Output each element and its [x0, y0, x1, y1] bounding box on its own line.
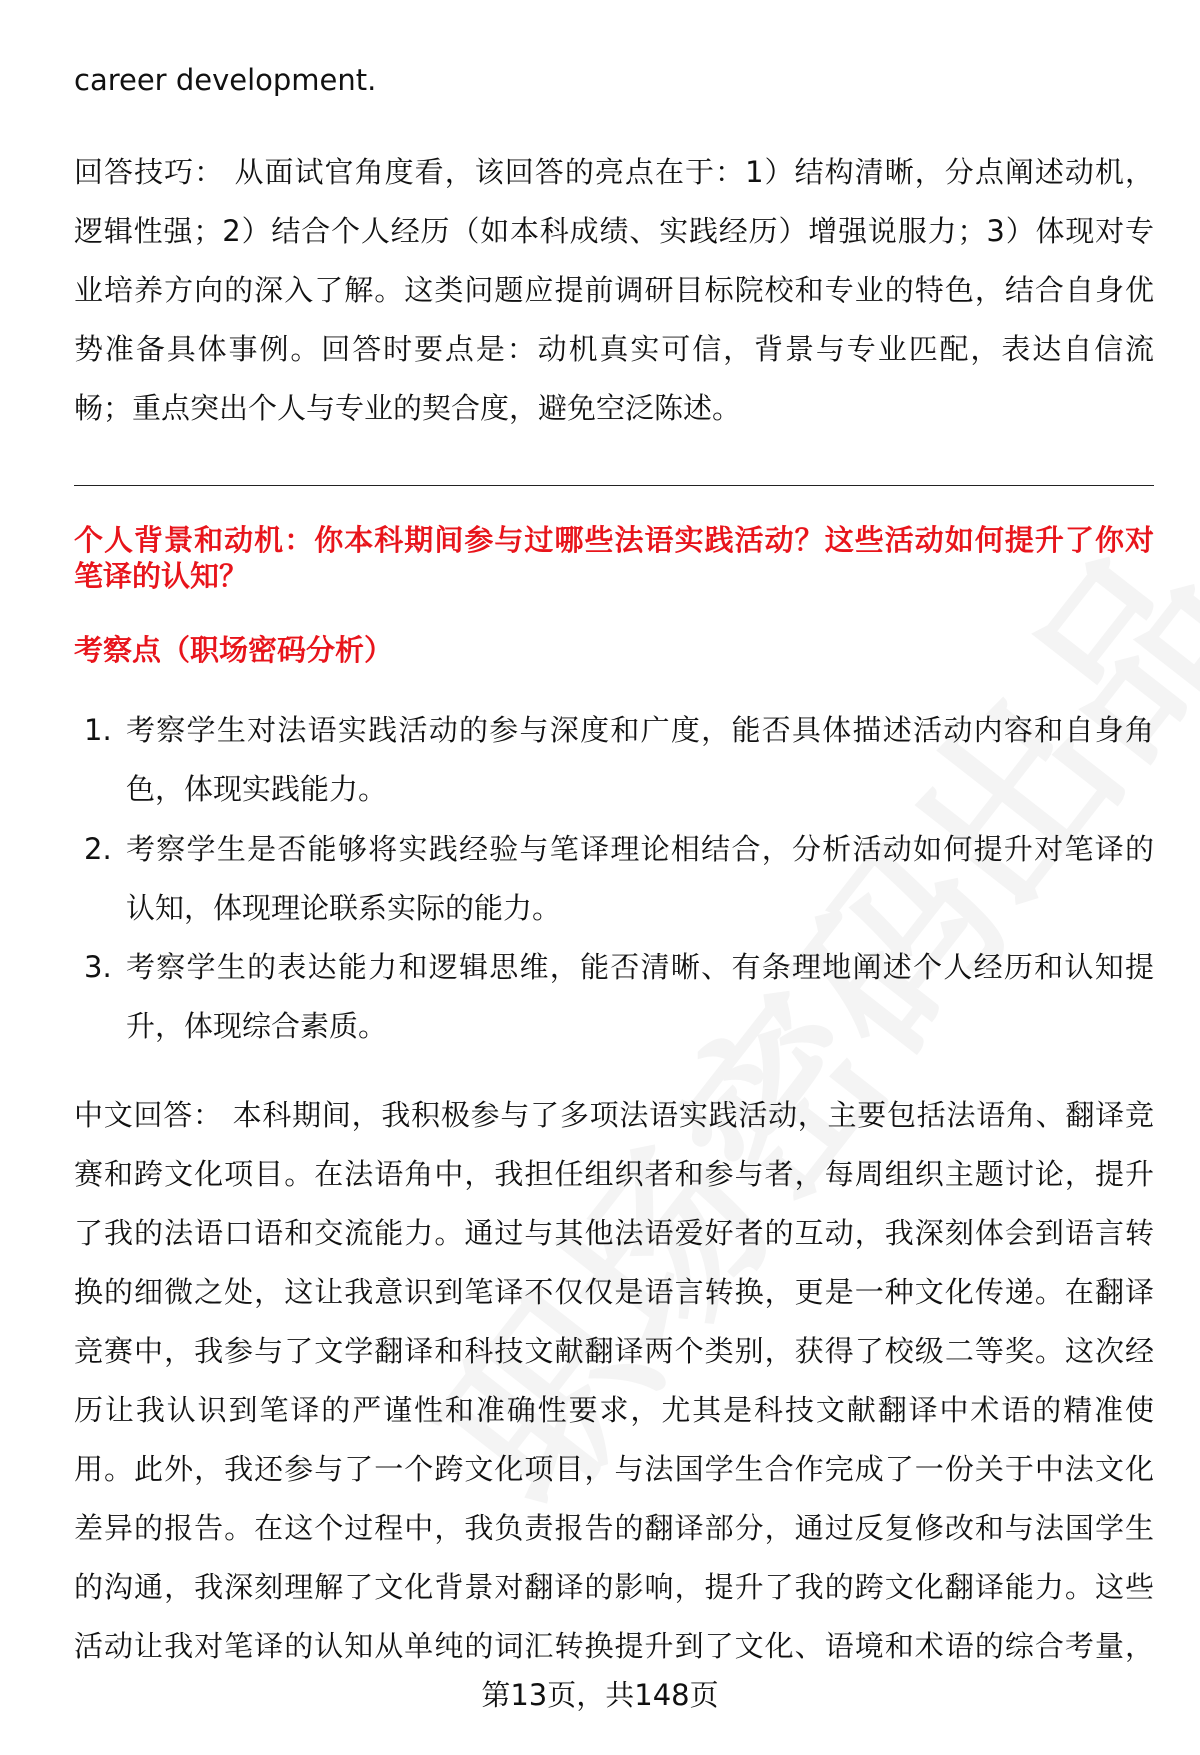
- answer-line: 的沟通，我深刻理解了文化背景对翻译的影响，提升了我的跨文化翻译能力。这些: [74, 1570, 1154, 1604]
- answer-line: 竞赛中，我参与了文学翻译和科技文献翻译两个类别，获得了校级二等奖。这次经: [74, 1334, 1154, 1368]
- answer-line: 活动让我对笔译的认知从单纯的词汇转换提升到了文化、语境和术语的综合考量，: [74, 1629, 1154, 1663]
- tips-line: 业培养方向的深入了解。这类问题应提前调研目标院校和专业的特色，结合自身优: [74, 273, 1154, 307]
- answer-line: 赛和跨文化项目。在法语角中，我担任组织者和参与者，每周组织主题讨论，提升: [74, 1157, 1154, 1191]
- answer-line: 差异的报告。在这个过程中，我负责报告的翻译部分，通过反复修改和与法国学生: [74, 1511, 1154, 1545]
- tips-line: 回答技巧： 从面试官角度看，该回答的亮点在于：1）结构清晰，分点阐述动机，: [74, 155, 1154, 189]
- list-item-line: 考察学生的表达能力和逻辑思维，能否清晰、有条理地阐述个人经历和认知提: [126, 950, 1154, 984]
- list-item-line: 认知，体现理论联系实际的能力。: [126, 891, 562, 925]
- answer-line: 换的细微之处，这让我意识到笔译不仅仅是语言转换，更是一种文化传递。在翻译: [74, 1275, 1154, 1309]
- list-item-line: 考察学生是否能够将实践经验与笔译理论相结合，分析活动如何提升对笔译的: [126, 832, 1154, 866]
- answer-line: 中文回答： 本科期间，我积极参与了多项法语实践活动，主要包括法语角、翻译竞: [74, 1098, 1154, 1132]
- list-item-line: 色，体现实践能力。: [126, 772, 388, 806]
- tips-line: 势准备具体事例。回答时要点是：动机真实可信，背景与专业匹配，表达自信流: [74, 332, 1154, 366]
- question-line: 笔译的认知？: [74, 559, 249, 593]
- list-item-line: 考察学生对法语实践活动的参与深度和广度，能否具体描述活动内容和自身角: [126, 713, 1154, 747]
- list-number: 1.: [84, 713, 112, 747]
- answer-line: 了我的法语口语和交流能力。通过与其他法语爱好者的互动，我深刻体会到语言转: [74, 1216, 1154, 1250]
- previous-answer-tail: career development.: [74, 63, 377, 97]
- section-divider: [74, 485, 1154, 486]
- list-number: 2.: [84, 832, 112, 866]
- tips-line: 畅；重点突出个人与专业的契合度，避免空泛陈述。: [74, 391, 742, 425]
- question-line: 个人背景和动机：你本科期间参与过哪些法语实践活动？这些活动如何提升了你对: [74, 523, 1154, 557]
- analysis-heading: 考察点（职场密码分析）: [74, 633, 394, 667]
- tips-line: 逻辑性强；2）结合个人经历（如本科成绩、实践经历）增强说服力；3）体现对专: [74, 214, 1154, 248]
- answer-line: 历让我认识到笔译的严谨性和准确性要求，尤其是科技文献翻译中术语的精准使: [74, 1393, 1154, 1427]
- page-number-footer: 第13页，共148页: [481, 1678, 719, 1712]
- list-number: 3.: [84, 950, 112, 984]
- answer-line: 用。此外，我还参与了一个跨文化项目，与法国学生合作完成了一份关于中法文化: [74, 1452, 1154, 1486]
- list-item-line: 升，体现综合素质。: [126, 1009, 388, 1043]
